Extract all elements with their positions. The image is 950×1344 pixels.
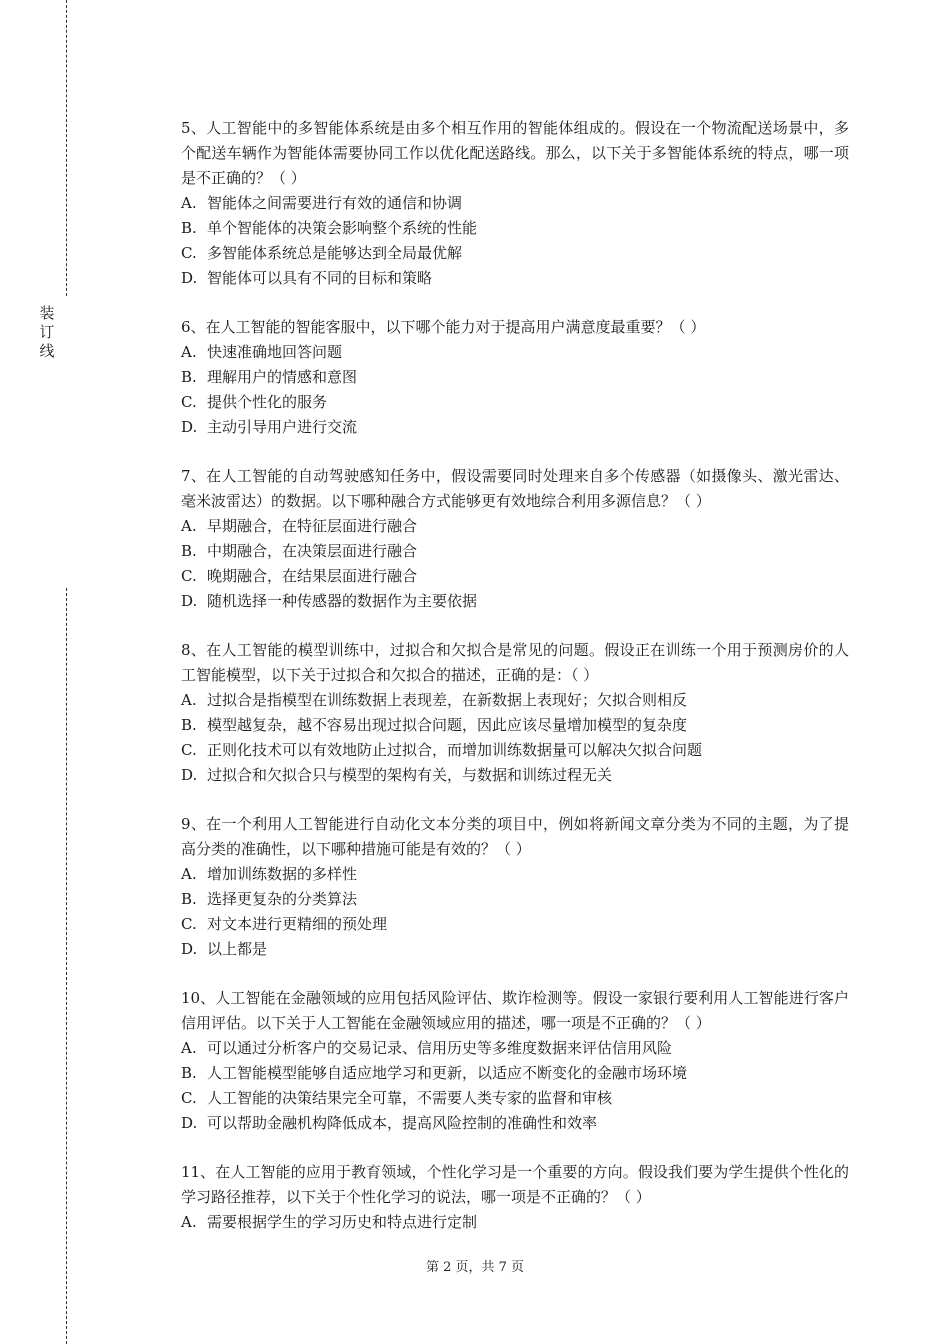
answer-option	[181, 191, 849, 216]
option-text: 可以帮助金融机构降低成本，提高风险控制的准确性和效率	[207, 1114, 598, 1132]
answer-option	[181, 564, 849, 589]
question-item	[181, 315, 849, 440]
answer-option	[181, 1210, 849, 1235]
option-letter: C.	[181, 244, 197, 262]
option-letter: B.	[181, 890, 197, 908]
answer-option	[181, 688, 849, 713]
option-letter: B.	[181, 219, 197, 237]
answer-option	[181, 365, 849, 390]
answer-option	[181, 266, 849, 291]
answer-option	[181, 589, 849, 614]
question-item	[181, 464, 849, 614]
option-letter: D.	[181, 418, 198, 436]
question-text: 9、在一个利用人工智能进行自动化文本分类的项目中，例如将新闻文章分类为不同的主题，为了提高分类的准确性，以下哪种措施可能是有效的？（ ）	[181, 815, 849, 858]
answer-option	[181, 1086, 849, 1111]
option-text: 随机选择一种传感器的数据作为主要依据	[207, 592, 478, 610]
option-letter: B.	[181, 716, 197, 734]
question-item	[181, 986, 849, 1136]
option-letter: C.	[181, 567, 197, 585]
option-text: 模型越复杂，越不容易出现过拟合问题，因此应该尽量增加模型的复杂度	[207, 716, 688, 734]
option-letter: D.	[181, 1114, 198, 1132]
option-letter: A.	[181, 865, 197, 883]
option-text: 人工智能模型能够自适应地学习和更新，以适应不断变化的金融市场环境	[207, 1064, 688, 1082]
option-letter: D.	[181, 766, 198, 784]
option-letter: C.	[181, 393, 197, 411]
option-letter: A.	[181, 1213, 197, 1231]
option-text: 早期融合，在特征层面进行融合	[207, 517, 418, 535]
option-text: 增加训练数据的多样性	[207, 865, 358, 883]
answer-option	[181, 390, 849, 415]
option-text: 晚期融合，在结果层面进行融合	[207, 567, 418, 585]
question-text: 5、人工智能中的多智能体系统是由多个相互作用的智能体组成的。假设在一个物流配送场景中，多个配送车辆作为智能体需要协同工作以优化配送路线。那么，以下关于多智能体系统的特点，哪一项是不正确的？（ ）	[181, 119, 849, 187]
question-text: 11、在人工智能的应用于教育领域，个性化学习是一个重要的方向。假设我们要为学生提供个性化的学习路径推荐，以下关于个性化学习的说法，哪一项是不正确的？（ ）	[181, 1163, 849, 1206]
option-text: 过拟合是指模型在训练数据上表现差，在新数据上表现好；欠拟合则相反	[207, 691, 688, 709]
answer-option	[181, 539, 849, 564]
answer-option	[181, 937, 849, 962]
answer-option	[181, 340, 849, 365]
question-text: 6、在人工智能的智能客服中，以下哪个能力对于提高用户满意度最重要？（ ）	[181, 318, 706, 336]
question-item	[181, 116, 849, 291]
option-letter: B.	[181, 542, 197, 560]
binding-char: 装	[39, 304, 55, 322]
question-text: 10、人工智能在金融领域的应用包括风险评估、欺诈检测等。假设一家银行要利用人工智能进行客户信用评估。以下关于人工智能在金融领域应用的描述，哪一项是不正确的？（ ）	[181, 989, 849, 1032]
binding-char: 订	[39, 323, 55, 341]
answer-option	[181, 713, 849, 738]
binding-line-label	[37, 304, 57, 361]
option-text: 理解用户的情感和意图	[207, 368, 358, 386]
answer-option	[181, 1036, 849, 1061]
option-letter: D.	[181, 940, 198, 958]
option-letter: A.	[181, 343, 197, 361]
option-text: 选择更复杂的分类算法	[207, 890, 358, 908]
binding-line-top	[66, 0, 67, 296]
answer-option	[181, 887, 849, 912]
option-letter: C.	[181, 1089, 197, 1107]
option-text: 智能体之间需要进行有效的通信和协调	[207, 194, 463, 212]
answer-option	[181, 216, 849, 241]
option-text: 多智能体系统总是能够达到全局最优解	[207, 244, 463, 262]
question-item	[181, 1160, 849, 1235]
option-text: 对文本进行更精细的预处理	[207, 915, 388, 933]
option-letter: D.	[181, 592, 198, 610]
option-text: 提供个性化的服务	[207, 393, 328, 411]
binding-char: 线	[39, 342, 55, 360]
question-text: 7、在人工智能的自动驾驶感知任务中，假设需要同时处理来自多个传感器（如摄像头、激光雷达、毫米波雷达）的数据。以下哪种融合方式能够更有效地综合利用多源信息？（ ）	[181, 467, 849, 510]
option-letter: B.	[181, 368, 197, 386]
answer-option	[181, 912, 849, 937]
option-letter: A.	[181, 194, 197, 212]
option-letter: D.	[181, 269, 198, 287]
option-text: 中期融合，在决策层面进行融合	[207, 542, 418, 560]
answer-option	[181, 763, 849, 788]
option-text: 快速准确地回答问题	[207, 343, 343, 361]
option-text: 智能体可以具有不同的目标和策略	[207, 269, 433, 287]
question-item	[181, 638, 849, 788]
answer-option	[181, 1111, 849, 1136]
option-text: 需要根据学生的学习历史和特点进行定制	[207, 1213, 478, 1231]
answer-option	[181, 415, 849, 440]
option-text: 主动引导用户进行交流	[207, 418, 358, 436]
option-letter: C.	[181, 915, 197, 933]
option-letter: A.	[181, 691, 197, 709]
option-letter: B.	[181, 1064, 197, 1082]
answer-option	[181, 514, 849, 539]
question-item	[181, 812, 849, 962]
question-text: 8、在人工智能的模型训练中，过拟合和欠拟合是常见的问题。假设正在训练一个用于预测房价的人工智能模型，以下关于过拟合和欠拟合的描述，正确的是：（ ）	[181, 641, 849, 684]
option-letter: A.	[181, 517, 197, 535]
option-text: 过拟合和欠拟合只与模型的架构有关，与数据和训练过程无关	[207, 766, 613, 784]
binding-line-bottom	[66, 588, 67, 1344]
answer-option	[181, 241, 849, 266]
option-text: 单个智能体的决策会影响整个系统的性能	[207, 219, 478, 237]
answer-option	[181, 1061, 849, 1086]
option-text: 人工智能的决策结果完全可靠，不需要人类专家的监督和审核	[207, 1089, 613, 1107]
option-text: 可以通过分析客户的交易记录、信用历史等多维度数据来评估信用风险	[207, 1039, 673, 1057]
option-letter: A.	[181, 1039, 197, 1057]
option-letter: C.	[181, 741, 197, 759]
answer-option	[181, 862, 849, 887]
option-text: 正则化技术可以有效地防止过拟合，而增加训练数据量可以解决欠拟合问题	[207, 741, 703, 759]
question-list	[181, 116, 849, 1259]
answer-option	[181, 738, 849, 763]
option-text: 以上都是	[207, 940, 268, 958]
page-footer: 第 2 页，共 7 页	[425, 1260, 525, 1275]
